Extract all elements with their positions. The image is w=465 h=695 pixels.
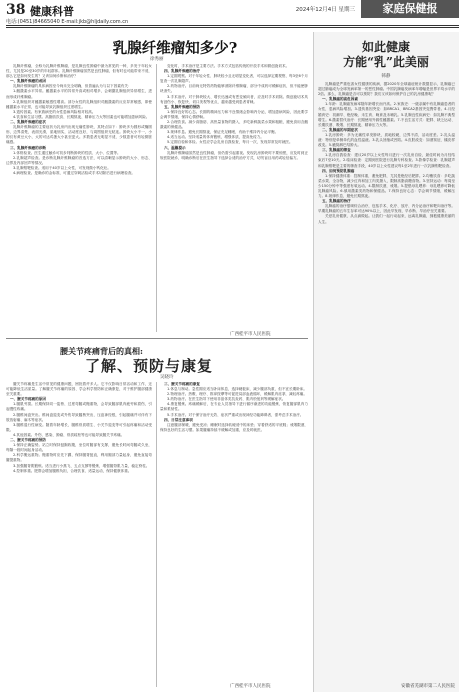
paragraph: 1.腰肌劳损。长期保持同一姿势、过度弯腰或搬重物，会导致腰部肌肉疲劳和损伤，引起慢性疼痛。	[6, 402, 152, 412]
paragraph: 4.康复锻炼。疼痛缓解后，在专业人员指导下进行循序渐进的功能锻炼，恢复腰部肌肉力量和柔韧性。	[160, 402, 308, 412]
paragraph: 2.乳腺组织对雌激素敏感性增高。部分女性的乳腺组织对雌激素的反应异常敏感，即使雌激素水平正常，也可能导致乳腺组织过度增生。	[6, 99, 152, 109]
article-column	[160, 382, 308, 680]
paragraph: 注意腰部保暖，避免受凉；睡眠时选择软硬适中的床垫；穿着舒适的平底鞋；戒烟限酒，保持良好的生活习惯。如果腰痛持续不缓解或加重，应及时就医。	[160, 422, 308, 432]
section-heading: 二、乳腺癌的早期症状	[322, 127, 358, 132]
paragraph: 3.手术治疗。对于肿块较大、增长迅速或有恶变倾向者，应及时手术切除。微创旋切术具有创伤小、恢复快、切口美观等优点，越来越受到患者青睐。	[160, 94, 308, 104]
paragraph: 3.腰椎退行性病变。随着年龄增长，腰椎骨质增生、小关节退变等可引起疼痛和活动受限。	[6, 422, 152, 432]
paragraph: 1.保持良好的心态。长期的精神压力和不良情绪会影响内分泌，增加患病风险，因此要学会调节情绪，保持心情舒畅。	[160, 109, 308, 119]
sidebar-title-line: 方能“乳”此美丽	[343, 55, 429, 69]
paragraph: 2.腰椎间盘突出。椎间盘退变或外伤导致髓核突出，压迫神经根，引起腰痛并可伴有下肢放射痛、麻木等症状。	[6, 412, 152, 422]
paragraph: 4.其他因素。外伤、感染、肿瘤、骨质疏松等也可能导致腰关节疼痛。	[13, 432, 125, 437]
paragraph: 乳腺纤维腺瘤的具体病因至今尚未完全明确，但普遍认为与以下因素有关：	[13, 84, 132, 89]
paragraph: 乳腺纤维腺瘤虽然是良性肿瘤，但仍需引起重视。发现乳房肿块时不要惊慌，应及时到正规医院就诊，明确诊断后在医生指导下选择合适的治疗方式，切勿盲目用药或轻信偏方。	[160, 150, 308, 160]
section-heading: 二、腰关节疼痛的预防	[10, 438, 46, 443]
section-heading: 四、乳腺纤维瘤的治疗	[164, 69, 200, 74]
section-title: 健康科普	[30, 5, 74, 18]
paragraph: 1.休息与制动。急性期应适当卧床休息，选择硬板床，减少腰部负重，但不宜长期卧床。	[167, 387, 307, 392]
paragraph: 3.乳腺钼靶检查。适用于40岁以上女性，可发现微小钙化灶。	[13, 165, 111, 170]
paragraph: 3.遗传因素。有家族病史的女性患病风险相对较高。	[13, 109, 96, 114]
issue-date: 2024年12月4日 星期三	[295, 7, 355, 13]
paragraph: 腰关节疼痛是生活中常见的健康问题，困扰着许多人。它不仅影响日常活动和工作，还可能降低生活质量。了解腰关节疼痛的原因、学会科学预防和正确康复，对于维护腰部健康至关重要。	[6, 382, 152, 397]
paragraph: 3.药物治疗。在医生指导下使用非甾体类抗炎药、肌肉松弛剂等缓解症状。	[167, 397, 286, 402]
paragraph: 1.保持正确姿势。站立时保持挺胸收腹，坐位时腰部有支撑，避免长时间弯腰或久坐，每隔一段时间起身活动。	[6, 443, 152, 453]
paragraph: 乳腺纤维瘤，全称为乳腺纤维腺瘤，是乳腺良性肿瘤中最为常见的一种，多发于年轻女性，尤其是20至30岁的年轻群体。乳腺纤维腺瘤虽然是良性肿瘤，但有时也可能带来不适，那么它是如何发生的？又该如何诊断和治疗？	[6, 64, 152, 79]
paragraph: 乳腺癌是严重危害女性健康的疾病，据2020年全球癌症统计数据显示，乳腺癌已超过肺癌成为全球发病率第一的恶性肿瘤。中国乳腺癌发病率年增幅是世界平均水平的2倍。那么，乳腺癌是否可以预防？我们又该如何保护自己的乳房健康呢？	[318, 82, 455, 97]
article-column	[6, 382, 152, 682]
column-divider	[156, 64, 157, 332]
article-byline: 徐秀丽	[150, 57, 164, 62]
section-heading: 六、温馨提示	[164, 145, 186, 150]
article-source: 广西桂平市人民医院	[230, 332, 271, 337]
header-rule	[6, 27, 459, 28]
paragraph: 2.合理饮食。减少高脂肪、高热量食物的摄入，多吃新鲜蔬菜水果和粗粮，避免食用含雌激素的保健品。	[160, 120, 308, 130]
article-column	[160, 64, 308, 328]
article-title: 乳腺纤维瘤知多少?	[112, 40, 238, 57]
paragraph: 1.乳房肿块：多为无痛性单发肿块，质地较硬，边界不清，活动度差。2.乳头溢液：特别是单侧单孔的血性溢液。3.乳头回缩或凹陷。4.皮肤改变：如酒窝征、橘皮样改变。5.腋窝淋巴结肿大。	[318, 132, 455, 148]
paragraph: 乳腺癌的治疗强调综合治疗，包括手术、化疗、放疗、内分泌治疗和靶向治疗等。早期乳腺癌的五年生存率可达90%以上，因此早发现、早诊断、早治疗至关重要。	[318, 204, 455, 214]
paragraph: 3.规律作息。避免长期熬夜，保证充足睡眠，有助于维持内分泌平衡。	[167, 130, 279, 135]
paragraph: 4.饮食和生活习惯。高脂肪饮食、长期熬夜、精神压力大等因素也可能增加患病风险。	[13, 114, 150, 119]
page-number: 38	[6, 2, 26, 18]
section-heading: 三、乳腺纤维瘤的诊断	[10, 145, 46, 150]
article-byline: 吴晓玲	[160, 375, 174, 380]
paragraph: 1.雌激素水平异常。雌激素水平的异常升高或相对增多，会刺激乳腺组织异常增生，进而形成纤维腺瘤。	[6, 89, 152, 99]
article-divider	[6, 338, 308, 339]
paragraph: 乳腺纤维腺瘤的主要症状为乳房内出现无痛性肿块，其特点如下：肿块多为圆形或椭圆形，边界清楚，表面光滑，质地韧实，活动度良好，与周围组织无粘连。肿块大小不一，小的仅有黄豆大小，大的可达鸡蛋大小甚至更大。多数患者无明显不适，少数患者可有轻微胀痛感。	[6, 125, 152, 145]
paragraph: 1.体格检查。医生通过触诊可初步判断肿块的性质、大小、位置等。	[13, 150, 121, 155]
header-rule	[6, 25, 459, 26]
section-heading: 四、日常注意事项	[164, 417, 193, 422]
section-heading: 三、腰关节疼痛的康复	[164, 382, 200, 386]
paragraph: 2.科学搬运重物。搬重物时应先下蹲，保持腰背挺直，利用腿部力量起身，避免直接弯腰提重物。	[6, 453, 152, 463]
article-source: 广西桂平市人民医院	[230, 684, 271, 689]
section-heading: 五、乳腺纤维瘤的预防	[164, 104, 200, 109]
paragraph: 5.手术治疗。对于保守治疗无效、症状严重或出现神经功能障碍者，需考虑手术治疗。	[167, 412, 304, 417]
paragraph: 4.控制体重。肥胖会增加腰椎负担，合理饮食、适量运动，保持健康体重。	[13, 468, 132, 473]
sidebar-column	[318, 82, 455, 680]
section-heading: 四、如何预防乳腺癌	[322, 168, 355, 173]
sidebar-source: 安徽省芜湖市第二人民医院	[401, 684, 455, 689]
contact-info: 电话:(0451)84665040 E-mail:jkb@hljdaily.com.cn	[6, 19, 129, 25]
section-heading: 三、乳腺癌的筛查	[322, 148, 351, 153]
paragraph: 变化时，手术治疗是主要方法。手术方式包括传统的开放手术和微创旋切术。	[167, 64, 290, 68]
sidebar-title	[313, 40, 459, 70]
paragraph: 关爱乳房健康，从点滴做起。让我们一起行动起来，远离乳腺癌，拥抱健康美丽的人生。	[318, 214, 455, 224]
section-heading: 一、腰关节疼痛的原因	[10, 397, 46, 402]
paragraph: 4.适当运动。坚持适量的体育锻炼，增强体质，提高免疫力。	[167, 135, 264, 140]
paragraph: 2.乳腺超声检查。是诊断乳腺纤维腺瘤的首选方法，可以清晰显示肿块的大小、形态、边界及内部回声等情况。	[6, 155, 152, 165]
section-heading: 一、乳腺癌的高危因素	[322, 97, 358, 102]
paragraph: 4.病理检查。是确诊的金标准，可通过穿刺活检或手术切除后进行病理检查。	[13, 170, 136, 175]
paragraph: 1.定期观察。对于年轻女性、肿块较小且无明显变化者，可以选择定期观察，每3至6个月复查一次乳腺超声。	[160, 74, 308, 84]
paragraph: 2.药物治疗。目前尚无特效药物能够消除纤维腺瘤，部分中成药可缓解症状，但不能使肿块消失。	[160, 84, 308, 94]
sidebar-byline: 韩静	[381, 74, 391, 79]
article-title: 了解、预防与康复	[85, 357, 214, 375]
paragraph: 1.年龄：乳腺癌发病率随年龄增长而升高。2.家族史：一级亲属中有乳腺癌患者的女性，患病风险增加。3.遗传基因突变：如BRCA1、BRCA2基因突变携带者。4.月经婚育史：初潮早、绝经晚、未生育、晚育及未哺乳。5.乳腺良性疾病史：如乳腺不典型增生。6.激素替代治疗：长期使用外源性雌激素。7.不良生活方式：肥胖、缺乏运动、长期饮酒、吸烟、长期熬夜、精神压力大等。	[318, 102, 455, 127]
masthead: 家庭保健报	[361, 0, 459, 18]
paragraph: 1.乳房自我检查：建议20岁以上女性每月进行一次乳房自检，最佳时间为月经结束后7至10天。2.临床检查：定期到医院进行乳腺专科检查。3.影像学检查：乳腺超声和乳腺钼靶是主要的筛查手段，40岁以上女性建议每1至2年进行一次乳腺钼靶检查。	[318, 153, 455, 168]
section-heading: 二、乳腺纤维瘤的症状	[10, 120, 46, 125]
section-heading: 一、乳腺纤维瘤的成因	[10, 79, 46, 84]
sidebar-title-line: 如此健康	[361, 40, 410, 54]
paragraph: 2.物理治疗。热敷、理疗、推拿按摩等可促进局部血液循环，缓解肌肉痉挛，减轻疼痛。	[167, 392, 307, 397]
paragraph: 3.加强腰背肌锻炼。适当进行小燕飞、五点支撑等锻炼，增强腰背肌力量，稳定脊柱。	[13, 463, 150, 468]
section-heading: 五、乳腺癌的治疗	[322, 199, 351, 204]
article-column	[6, 64, 152, 330]
paragraph: 5.定期自检和体检。女性应学会乳房自我检查，每月一次，发现异常及时就医。	[167, 140, 293, 145]
paragraph: 1.保持健康体重：控制体重，避免肥胖，尤其是绝经后肥胖。2.均衡饮食：多吃蔬菜水果、全谷物，减少红肉和加工肉类摄入，限制高脂高糖食物。3.坚持运动：每周至少150分钟中等强度有氧运动。4.限制饮酒，戒烟。5.提倡母乳喂养：母乳喂养可降低乳腺癌风险。6.慎用激素类药物和保健品。7.保持良好心态：学会调节情绪，缓解压力。8.规律作息，避免长期熬夜。	[318, 173, 455, 199]
article-subtitle: 腰关节疼痛背后的真相:	[60, 346, 143, 356]
column-divider	[156, 382, 157, 687]
